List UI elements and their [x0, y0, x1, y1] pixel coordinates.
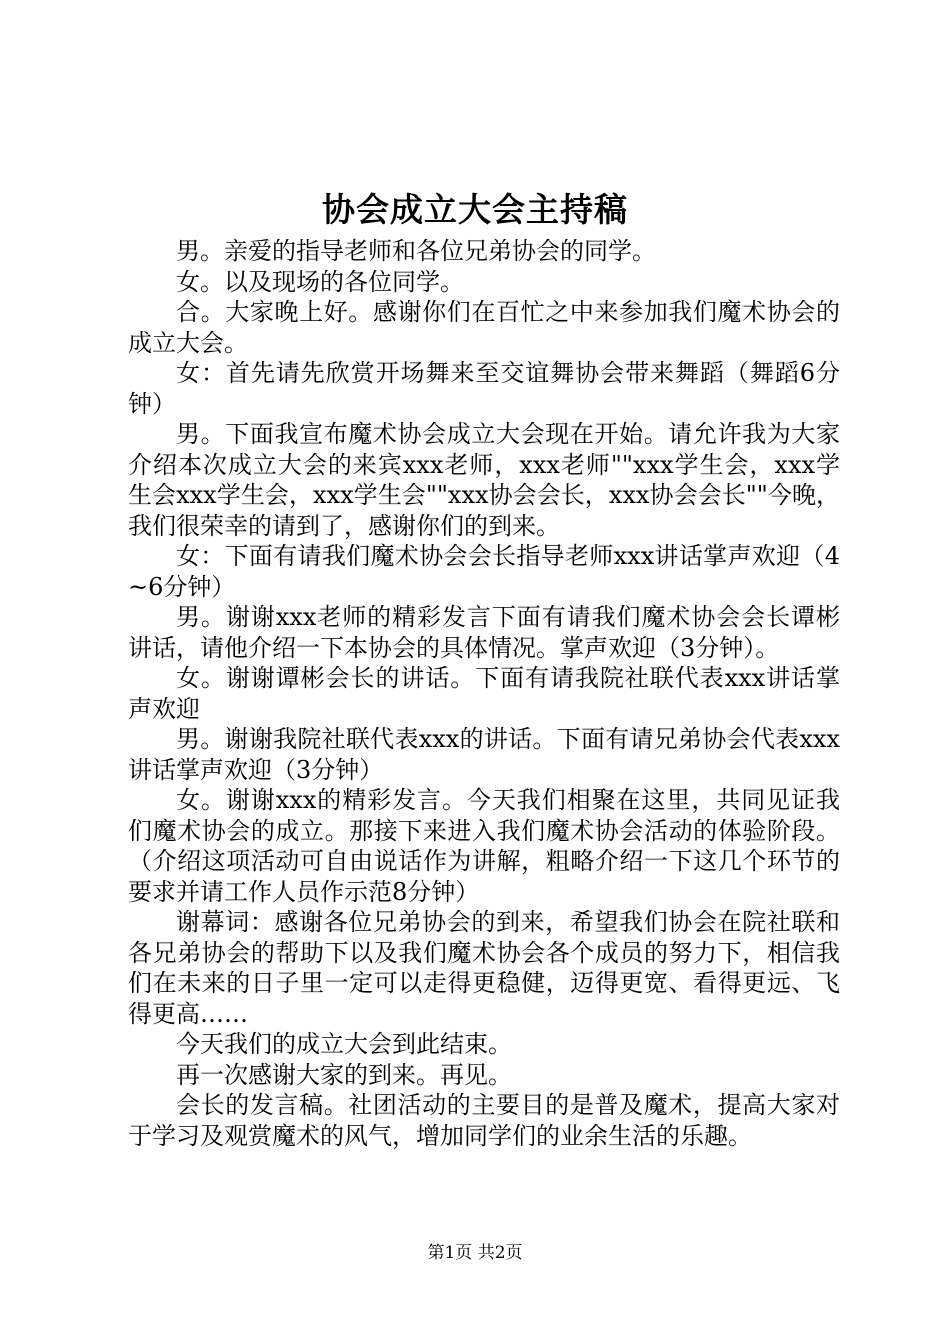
- paragraph: 女：首先请先欣赏开场舞来至交谊舞协会带来舞蹈（舞蹈6分钟）: [128, 359, 840, 418]
- paragraph: 男。谢谢我院社联代表xxx的讲话。下面有请兄弟协会代表xxx讲话掌声欢迎（3分钟）: [128, 725, 840, 784]
- paragraph: 男。谢谢xxx老师的精彩发言下面有请我们魔术协会会长谭彬讲话，请他介绍一下本协会的具体情况。掌声欢迎（3分钟）。: [128, 603, 840, 662]
- document-body: [128, 236, 840, 1151]
- paragraph: 女。谢谢xxx的精彩发言。今天我们相聚在这里，共同见证我们魔术协会的成立。那接下来进入我们魔术协会活动的体验阶段。（介绍这项活动可自由说话作为讲解，粗略介绍一下这几个环节的要求并请工作人员作示范8分钟）: [128, 786, 840, 906]
- paragraph: 会长的发言稿。社团活动的主要目的是普及魔术，提高大家对于学习及观赏魔术的风气，增加同学们的业余生活的乐趣。: [128, 1091, 840, 1150]
- paragraph: 女。以及现场的各位同学。: [176, 267, 464, 296]
- paragraph: 谢幕词：感谢各位兄弟协会的到来，希望我们协会在院社联和各兄弟协会的帮助下以及我们魔术协会各个成员的努力下，相信我们在未来的日子里一定可以走得更稳健，迈得更宽、看得更远、飞得更高……: [128, 908, 840, 1028]
- paragraph: 女。谢谢谭彬会长的讲话。下面有请我院社联代表xxx讲话掌声欢迎: [128, 664, 840, 723]
- paragraph: 今天我们的成立大会到此结束。: [176, 1030, 512, 1058]
- paragraph: 合。大家晚上好。感谢你们在百忙之中来参加我们魔术协会的成立大会。: [128, 298, 840, 357]
- paragraph: 再一次感谢大家的到来。再见。: [176, 1060, 512, 1089]
- paragraph: 男。亲爱的指导老师和各位兄弟协会的同学。: [176, 237, 656, 265]
- document-title: 协会成立大会主持稿: [322, 190, 628, 229]
- page-number-footer: 第1页 共2页: [427, 1243, 523, 1263]
- paragraph: 女：下面有请我们魔术协会会长指导老师xxx讲话掌声欢迎（4~6分钟）: [128, 542, 840, 601]
- paragraph: 男。下面我宣布魔术协会成立大会现在开始。请允许我为大家介绍本次成立大会的来宾xxx老师，xxx老师""xxx学生会，xxx学生会xxx学生会，xxx学生会""xxx协会会长，xxx协会会长""今晚，我们很荣幸的请到了，感谢你们的到来。: [128, 420, 840, 540]
